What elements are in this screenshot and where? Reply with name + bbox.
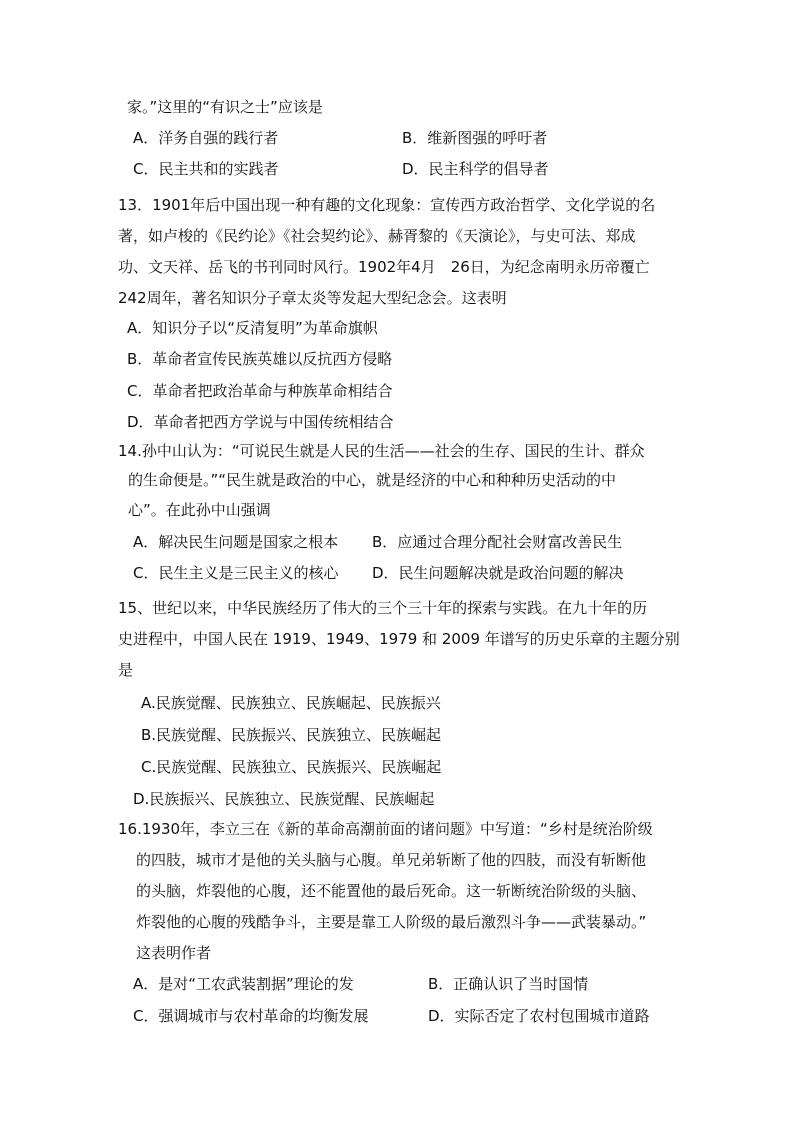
q16-stem-line-2: 的四肢，城市才是他的关头脑与心腹。单兄弟斩断了他的四肢，而没有斩断他 [136,851,647,869]
q13-option-d: D．革命者把西方学说与中国传统相结合 [127,413,394,431]
q14-stem-line-1: 14.孙中山认为：“可说民生就是人民的生活——社会的生存、国民的生计、群众 [118,442,645,460]
q13-option-a: A．知识分子以“反清复明”为革命旗帜 [127,319,378,337]
q16-option-d: D．实际否定了农村包围城市道路 [428,1007,650,1025]
q12-option-b: B．维新图强的呼吁者 [402,129,548,147]
q13-option-c: C．革命者把政治革命与种族革命相结合 [127,382,393,400]
q15-option-a: A.民族觉醒、民族独立、民族崛起、民族振兴 [141,694,441,712]
q16-option-b: B．正确认识了当时国情 [428,975,589,993]
q13-stem-line-4: 242周年，著名知识分子章太炎等发起大型纪念会。这表明 [118,289,507,307]
q14-option-b: B．应通过合理分配社会财富改善民生 [372,533,623,551]
q14-stem-line-2: 的生命便是。”“民生就是政治的中心，就是经济的中心和种种历史活动的中 [128,471,617,489]
q15-stem-line-3: 是 [118,661,134,679]
q16-stem-line-3: 的头脑，炸裂他的心腹，还不能置他的最后死命。这一斩断统治阶级的头脑、 [136,882,647,900]
q13-stem-line-2: 著，如卢梭的《民约论》《社会契约论》、赫胥黎的《天演论》，与史可法、郑成 [118,227,636,245]
q16-option-c: C．强调城市与农村革命的均衡发展 [133,1007,369,1025]
q15-option-c: C.民族觉醒、民族独立、民族振兴、民族崛起 [141,758,442,776]
q16-stem-line-4: 炸裂他的心腹的残酷争斗，主要是靠工人阶级的最后激烈斗争——武装暴动。” [136,913,647,931]
q13-stem-line-1: 13．1901年后中国出现一种有趣的文化现象：宣传西方政治哲学、文化学说的名 [118,196,656,214]
q15-option-b: B.民族觉醒、民族振兴、民族独立、民族崛起 [141,726,442,744]
q13-stem-line-3: 功、文天祥、岳飞的书刊同时风行。1902年4月 26日，为纪念南明永历帝覆亡 [118,258,650,276]
q16-stem-line-1: 16.1930年，李立三在《新的革命高潮前面的诸问题》中写道：“乡村是统治阶级 [118,820,653,838]
q14-option-c: C．民生主义是三民主义的核心 [133,564,339,582]
q12-option-a: A．洋务自强的践行者 [133,129,279,147]
q15-stem-line-1: 15、世纪以来，中华民族经历了伟大的三个三十年的探索与实践。在九十年的历 [118,599,648,617]
q13-option-b: B．革命者宣传民族英雄以反抗西方侵略 [127,350,393,368]
q12-option-d: D．民主科学的倡导者 [402,160,549,178]
q14-option-d: D．民生问题解决就是政治问题的解决 [372,564,624,582]
q14-stem-line-3: 心”。在此孙中山强调 [128,501,271,519]
q12-option-c: C．民主共和的实践者 [133,160,279,178]
q16-option-a: A．是对“工农武装割据”理论的发 [133,975,354,993]
q14-option-a: A．解决民生问题是国家之根本 [133,533,339,551]
q12-stem-tail: 家。”这里的“有识之士”应该是 [127,98,323,116]
q15-option-d: D.民族振兴、民族独立、民族觉醒、民族崛起 [133,790,435,808]
q16-stem-line-5: 这表明作者 [136,944,212,962]
q15-stem-line-2: 史进程中，中国人民在 1919、1949、1979 和 2009 年谱写的历史乐章的主题分别 [118,630,680,648]
